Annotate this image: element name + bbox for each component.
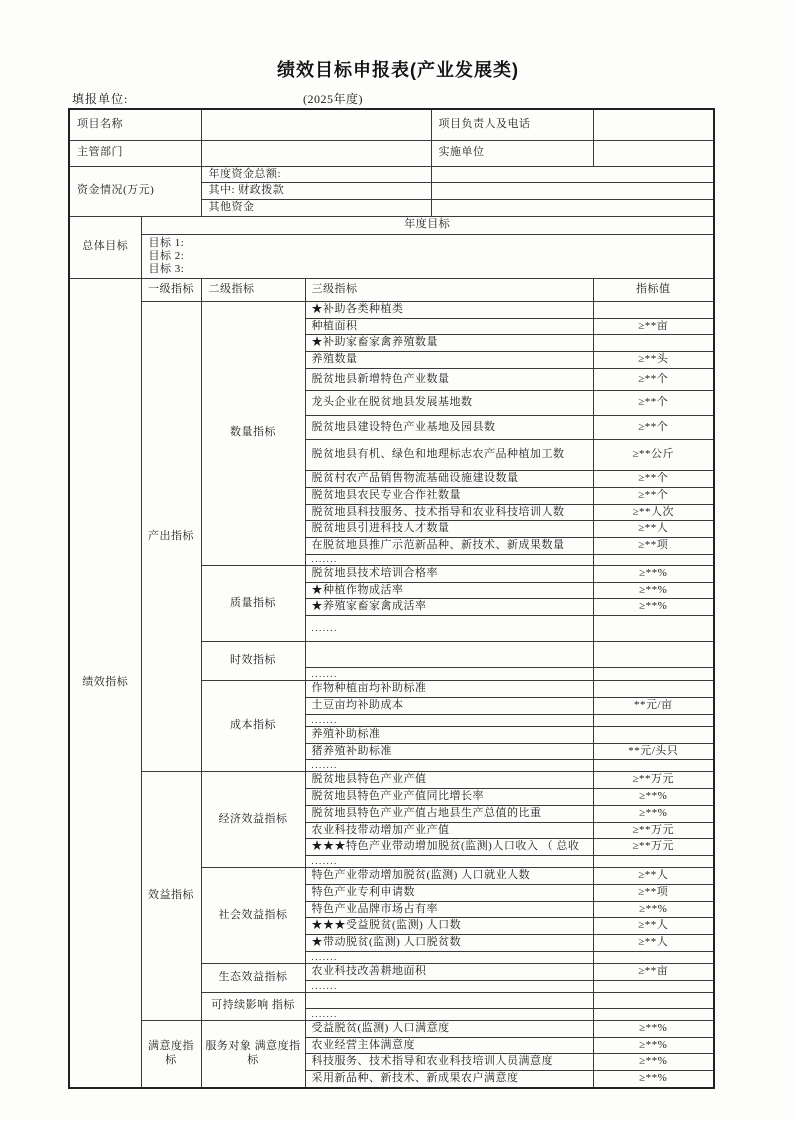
funding-fiscal-value — [431, 183, 714, 200]
filler-unit-label: 填报单位: — [72, 92, 129, 106]
project-name-row — [69, 109, 714, 140]
indicator-value-cell — [593, 980, 714, 992]
indicator-value-cell: ≥**个 — [593, 416, 714, 440]
level1-indicator-cell: 产出指标 — [141, 301, 201, 772]
indicator-value-cell — [593, 1008, 714, 1020]
funding-other-value — [431, 200, 714, 217]
indicator-value-cell: ≥**人 — [593, 521, 714, 538]
indicator-value-cell: ≥**万元 — [593, 772, 714, 789]
indicator-value-cell: ≥**% — [593, 582, 714, 599]
indicator-row — [69, 772, 714, 789]
level2-indicator-cell: 服务对象 满意度指标 — [201, 1020, 305, 1088]
indicator-value-cell: ≥**人 — [593, 868, 714, 885]
year-label: (2025年度) — [303, 92, 363, 106]
level2-header: 二级指标 — [201, 278, 305, 301]
funding-total-label: 年度资金总额: — [201, 166, 431, 183]
indicator-value-cell — [593, 714, 714, 726]
level3-indicator-cell: 农业经营主体满意度 — [305, 1037, 593, 1054]
leader-label: 项目负责人及电话 — [431, 109, 593, 140]
funding-fiscal-label: 其中: 财政拨款 — [201, 183, 431, 200]
level2-indicator-cell: 成本指标 — [201, 681, 305, 772]
level3-indicator-cell: 养殖补助标准 — [305, 726, 593, 743]
level3-indicator-cell: ....... — [305, 856, 593, 868]
level3-indicator-cell: 脱贫地县特色产业产值占地县生产总值的比重 — [305, 805, 593, 822]
indicator-value-cell — [593, 726, 714, 743]
indicator-value-cell: ≥**个 — [593, 369, 714, 391]
indicator-value-cell: ≥**% — [593, 789, 714, 806]
indicator-value-cell — [593, 856, 714, 868]
level3-indicator-cell: 脱贫地县特色产业产值 — [305, 772, 593, 789]
level3-indicator-cell: 在脱贫地县推广示范新品种、新技术、新成果数量 — [305, 538, 593, 555]
indicator-value-cell — [593, 554, 714, 565]
level3-indicator-cell: 脱贫地县引进科技人才数量 — [305, 521, 593, 538]
indicator-value-cell: ≥**% — [593, 565, 714, 582]
indicator-value-cell: **元/亩 — [593, 698, 714, 715]
goal-2: 目标 2: — [148, 249, 185, 262]
indicator-value-cell: ≥**% — [593, 1020, 714, 1037]
indicator-value-cell — [593, 760, 714, 772]
level3-indicator-cell: ....... — [305, 554, 593, 565]
level3-indicator-cell: ....... — [305, 714, 593, 726]
level3-indicator-cell: ★补助家畜家禽养殖数量 — [305, 335, 593, 352]
annual-goal-header: 年度目标 — [141, 216, 714, 234]
level1-header: 一级指标 — [141, 278, 201, 301]
level3-indicator-cell: ....... — [305, 668, 593, 681]
goal-list-cell — [141, 234, 714, 278]
indicator-value-cell: ≥**个 — [593, 487, 714, 504]
funding-label: 资金情况(万元) — [69, 166, 201, 216]
indicator-value-cell: ≥**万元 — [593, 822, 714, 839]
level3-header: 三级指标 — [305, 278, 593, 301]
level3-indicator-cell: ★带动脱贫(监测) 人口脱贫数 — [305, 935, 593, 952]
level2-indicator-cell: 生态效益指标 — [201, 964, 305, 993]
indicator-value-cell — [593, 335, 714, 352]
funding-other-label: 其他资金 — [201, 200, 431, 217]
indicator-value-cell — [593, 952, 714, 964]
level2-indicator-cell: 时效指标 — [201, 642, 305, 681]
indicator-value-cell — [593, 992, 714, 1008]
indicator-value-cell — [593, 668, 714, 681]
level2-indicator-cell: 社会效益指标 — [201, 868, 305, 964]
level3-indicator-cell: 脱贫地县技术培训合格率 — [305, 565, 593, 582]
indicator-value-cell: ≥**% — [593, 805, 714, 822]
level3-indicator-cell: ....... — [305, 952, 593, 964]
indicator-value-cell: ≥**亩 — [593, 318, 714, 335]
indicator-value-cell — [593, 301, 714, 318]
goal-list-row — [69, 234, 714, 278]
level2-indicator-cell: 质量指标 — [201, 565, 305, 642]
funding-total-value — [431, 166, 714, 183]
indicator-value-cell — [593, 642, 714, 668]
level3-indicator-cell: 种植面积 — [305, 318, 593, 335]
indicator-value-cell: ≥**亩 — [593, 964, 714, 981]
indicator-value-cell: ≥**人次 — [593, 504, 714, 521]
level3-indicator-cell: 特色产业品牌市场占有率 — [305, 901, 593, 918]
level3-indicator-cell: 脱贫地县农民专业合作社数量 — [305, 487, 593, 504]
goal-1: 目标 1: — [148, 236, 185, 249]
indicator-value-cell: ≥**个 — [593, 471, 714, 488]
indicator-value-cell — [593, 681, 714, 698]
level3-indicator-cell: 作物种植亩均补助标准 — [305, 681, 593, 698]
indicator-value-cell: ≥**% — [593, 1071, 714, 1088]
indicator-value-cell — [593, 616, 714, 642]
level3-indicator-cell: ★养殖家畜家禽成活率 — [305, 599, 593, 616]
overall-goal-label: 总体目标 — [69, 216, 141, 278]
indicator-value-cell: **元/头只 — [593, 743, 714, 760]
indicator-row — [69, 1020, 714, 1037]
level3-indicator-cell: 采用新品种、新技术、新成果农户满意度 — [305, 1071, 593, 1088]
level1-indicator-cell: 效益指标 — [141, 772, 201, 1021]
level3-indicator-cell: 农业科技带动增加产业产值 — [305, 822, 593, 839]
dept-row — [69, 140, 714, 166]
level1-indicator-cell: 满意度指标 — [141, 1020, 201, 1088]
level3-indicator-cell: 脱贫村农产品销售物流基础设施建设数量 — [305, 471, 593, 488]
level2-indicator-cell: 可持续影响 指标 — [201, 992, 305, 1020]
impl-unit-label: 实施单位 — [431, 140, 593, 166]
level3-indicator-cell: ★★★特色产业带动增加脱贫(监测)人口收入 （ 总收 — [305, 839, 593, 856]
leader-value — [593, 109, 714, 140]
indicator-value-cell: ≥**人 — [593, 935, 714, 952]
annual-goal-header-row — [69, 216, 714, 234]
level3-indicator-cell: ....... — [305, 980, 593, 992]
indicator-value-cell: ≥**% — [593, 1037, 714, 1054]
level3-indicator-cell: 科技服务、技术指导和农业科技培训人员满意度 — [305, 1054, 593, 1071]
indicator-value-cell: ≥**人 — [593, 918, 714, 935]
level3-indicator-cell: 特色产业专利申请数 — [305, 884, 593, 901]
indicator-value-cell: ≥**项 — [593, 884, 714, 901]
indicator-value-cell: ≥**万元 — [593, 839, 714, 856]
level3-indicator-cell: ....... — [305, 760, 593, 772]
indicator-value-cell: ≥**% — [593, 599, 714, 616]
indicator-header-row — [69, 278, 714, 301]
declaration-table — [68, 108, 715, 1089]
project-name-value — [201, 109, 431, 140]
level3-indicator-cell: 土豆亩均补助成本 — [305, 698, 593, 715]
level3-indicator-cell: 龙头企业在脱贫地县发展基地数 — [305, 391, 593, 416]
level3-indicator-cell: 脱贫地县有机、绿色和地理标志农产品种植加工数 — [305, 440, 593, 471]
indicator-row — [69, 301, 714, 318]
indicator-value-cell: ≥**头 — [593, 352, 714, 369]
level3-indicator-cell: 猪养殖补助标准 — [305, 743, 593, 760]
level3-indicator-cell: 受益脱贫(监测) 人口满意度 — [305, 1020, 593, 1037]
level3-indicator-cell: ....... — [305, 616, 593, 642]
performance-indicator-label: 绩效指标 — [69, 278, 141, 1088]
goal-3: 目标 3: — [148, 262, 185, 275]
level3-indicator-cell: 脱贫地县新增特色产业数量 — [305, 369, 593, 391]
dept-label: 主管部门 — [69, 140, 201, 166]
level3-indicator-cell: ★★★受益脱贫(监测) 人口数 — [305, 918, 593, 935]
page-title: 绩效目标申报表(产业发展类) — [277, 60, 519, 80]
level3-indicator-cell: ....... — [305, 1008, 593, 1020]
level3-indicator-cell: 养殖数量 — [305, 352, 593, 369]
indicator-value-cell: ≥**% — [593, 901, 714, 918]
level3-indicator-cell: 脱贫地县特色产业产值同比增长率 — [305, 789, 593, 806]
value-header: 指标值 — [593, 278, 714, 301]
level3-indicator-cell: 脱贫地县科技服务、技术指导和农业科技培训人数 — [305, 504, 593, 521]
level3-indicator-cell: 脱贫地县建设特色产业基地及园县数 — [305, 416, 593, 440]
funding-row — [69, 166, 714, 183]
level3-indicator-cell: 特色产业带动增加脱贫(监测) 人口就业人数 — [305, 868, 593, 885]
project-name-label: 项目名称 — [69, 109, 201, 140]
dept-value — [201, 140, 431, 166]
level3-indicator-cell: ★种植作物成活率 — [305, 582, 593, 599]
level3-indicator-cell: 农业科技改善耕地面积 — [305, 964, 593, 981]
level3-indicator-cell — [305, 642, 593, 668]
level3-indicator-cell — [305, 992, 593, 1008]
level2-indicator-cell: 数量指标 — [201, 301, 305, 565]
level3-indicator-cell: ★补助各类种植类 — [305, 301, 593, 318]
level2-indicator-cell: 经济效益指标 — [201, 772, 305, 868]
indicator-value-cell: ≥**项 — [593, 538, 714, 555]
indicator-value-cell: ≥**个 — [593, 391, 714, 416]
indicator-value-cell: ≥**% — [593, 1054, 714, 1071]
indicator-value-cell: ≥**公斤 — [593, 440, 714, 471]
impl-unit-value — [593, 140, 714, 166]
